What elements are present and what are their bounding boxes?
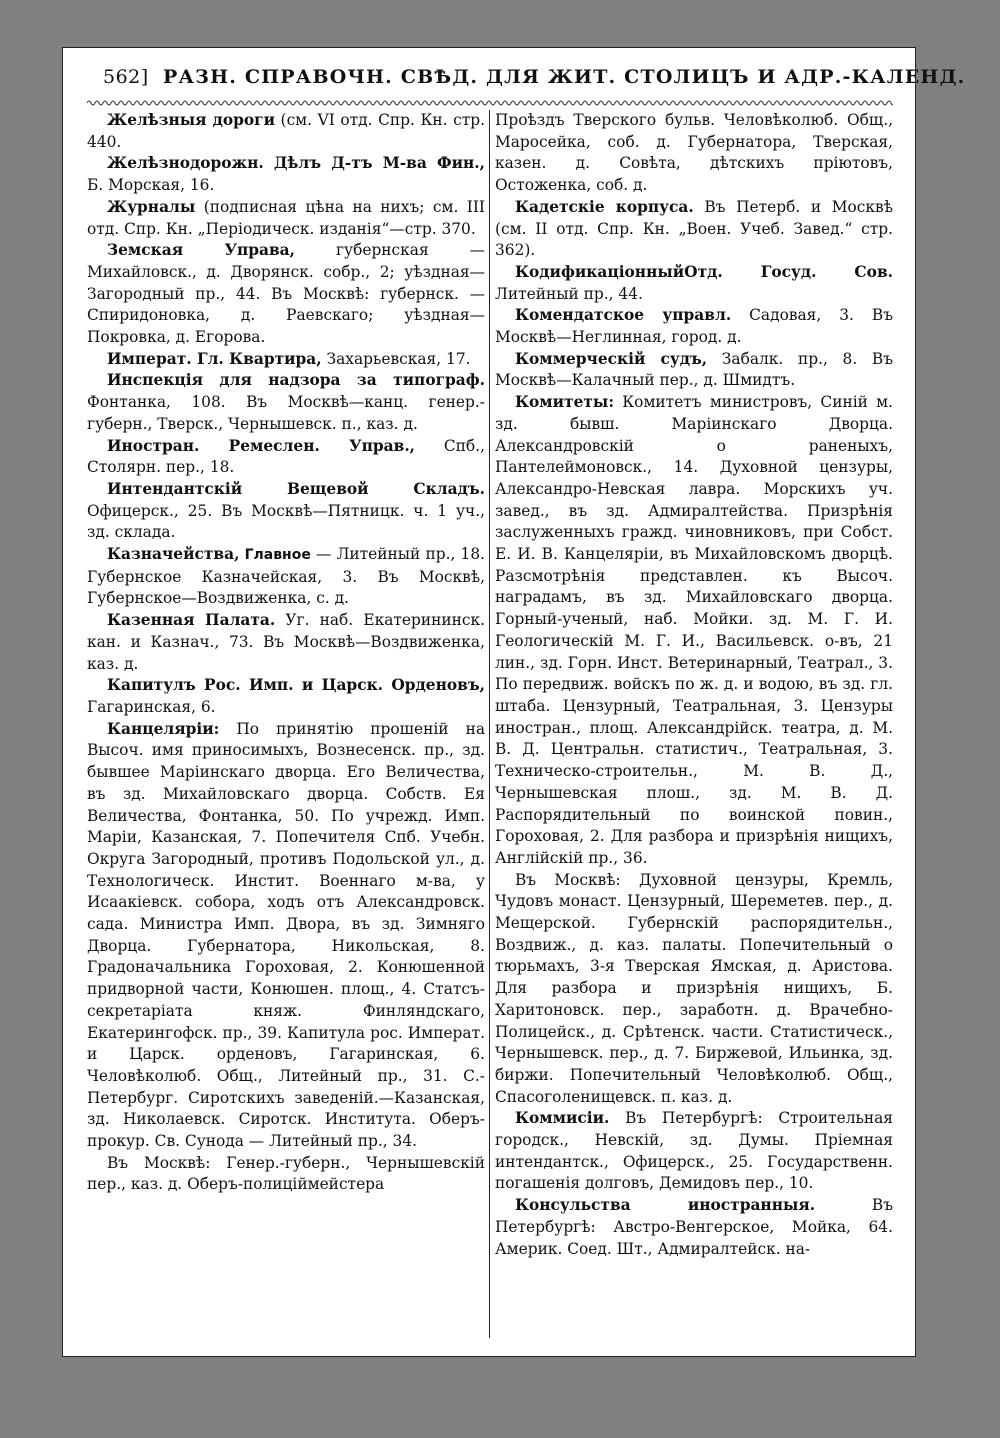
directory-entry — [87, 479, 485, 544]
left-column — [87, 110, 485, 1196]
entry-text: Гагаринская, 6. — [87, 697, 216, 716]
entry-heading: Консульства иностранныя. — [515, 1196, 816, 1215]
page-header — [63, 66, 966, 94]
directory-entry — [495, 349, 893, 392]
directory-entry — [87, 675, 485, 718]
directory-entry — [87, 1153, 485, 1196]
entry-text: Въ Петерб. и Москвѣ (см. II отд. Спр. Кн. „Воен. Учеб. Завед.“ стр. 362). — [495, 197, 893, 260]
entry-text: Въ Москвѣ: Генер.-губерн., Чернышевскій пер., каз. д. Оберъ-полицiймейстера — [87, 1153, 485, 1194]
column-divider — [489, 110, 490, 1338]
entry-text: Уг. наб. Екатерининск. кан. и Казнач., 73. Въ Москвѣ—Воздвиженка, каз. д. — [87, 611, 486, 673]
directory-entry — [87, 153, 485, 196]
directory-entry — [87, 544, 485, 610]
right-column — [495, 110, 893, 1260]
entry-heading: Императ. Гл. Квартира, — [107, 349, 322, 368]
entry-text: Офицерск., 25. Въ Москвѣ—Пятницк. ч. 1 уч., зд. склада. — [87, 501, 485, 542]
entry-text: губернская — Михайловск., д. Дворянск. собр., 2; уѣздная—Загородный пр., 44. Въ Москвѣ: губернск. — Спиридоновка, д. Раевскаго; уѣздная—Покровка, д. Егорова. — [87, 241, 486, 347]
directory-entry — [87, 197, 485, 240]
directory-entry — [87, 436, 485, 479]
entry-heading: Казенная Палата. — [107, 611, 276, 630]
entry-heading: Комендатское управл. — [515, 306, 732, 325]
entry-text: Въ Москвѣ: Духовной цензуры, Кремль, Чудовъ монаст. Цензурный, Шереметев. пер., д. Мещерской. Губернскій распорядительн., Воздвиж., д. каз. палаты. Попечительный о тюрьмахъ, 3-я Тверская Ямская, д. Аристова. Для разбора и призрѣнія нищихъ, Б. Харитоновск. пер., заработн. д. Врачебно-Полицейск., д. Срѣтенск. части. Статистическ., Чернышевск. пер., д. 7. Биржевой, Ильинка, зд. биржи. Попечительный Человѣколюб. Общ., Спасоголенищевск. п. каз. д. — [495, 870, 893, 1106]
directory-entry — [87, 349, 485, 371]
directory-entry — [495, 392, 893, 869]
wavy-rule — [87, 98, 893, 108]
entry-text: — Литейный пр., 18. Губернское Казначейская, 3. Въ Москвѣ, Губернское—Воздвиженка, с. д. — [87, 545, 485, 608]
entry-heading: Коммерческій судъ, — [515, 349, 708, 368]
directory-entry — [495, 1195, 893, 1260]
running-title: РАЗН. СПРАВОЧН. СВѢД. ДЛЯ ЖИТ. СТОЛИЦЪ И АДР.-КАЛЕНД. — [163, 66, 966, 88]
directory-entry — [495, 1108, 893, 1195]
entry-heading: Инспекція для надзора за типограф. — [107, 371, 485, 390]
entry-text: По принятію прошеній на Высоч. имя приносимыхъ, Вознесенск. пр., зд. бывшее Маріинскаго дворца. Его Величества, въ зд. Михайловскаго дворца. Собств. Ея Величества, Фонтанка, 50. По учрежд. Имп. Маріи, Казанская, 7. Попечителя Спб. Учебн. Округа Загородный, противъ Подольской ул., д. Технологическ. Инстит. Военнаго м-ва, у Исаакіевск. собора, ходъ отъ Александровск. сада. Министра Имп. Двора, въ зд. Зимняго Дворца. Губернатора, Никольская, 8. Градоначальника Гороховая, 2. Конюшенной придворной части, Конюшен. площ., 4. Статсъ-секретаріата княж. Финляндскаго, Екатерингофск. пр., 39. Капитула рос. Императ. и Царск. орденовъ, Гагаринская, 6. Человѣколюб. Общ., Литейный пр., 31. С.-Петербург. Сиротскихъ заведеній.—Казанская, зд. Николаевск. Сиротск. Института. Оберъ-прокур. Св. Сунода — Литейный пр., 34. — [87, 719, 485, 1151]
page — [62, 47, 966, 1357]
directory-entry — [87, 110, 485, 153]
entry-text: Захарьевская, 17. — [321, 349, 471, 368]
entry-text: Въ Петербургѣ: Австро-Венгерское, Мойка, 64. Америк. Соед. Шт., Адмиралтейск. на- — [495, 1196, 893, 1258]
entry-text: Литейный пр., 44. — [495, 284, 643, 303]
entry-heading: Казначейства, — [107, 545, 240, 564]
directory-entry — [87, 719, 485, 1153]
entry-text: Садовая, 3. Въ Москвѣ—Неглинная, город. д. — [495, 306, 893, 347]
entry-heading: Земская Управа, — [107, 241, 296, 260]
entry-heading: Интендантскій Вещевой Складъ. — [107, 479, 485, 498]
entry-text: Забалк. пр., 8. Въ Москвѣ—Калачный пер., д. Шмидтъ. — [495, 349, 893, 390]
directory-entry — [87, 240, 485, 349]
entry-text: (см. VI отд. Спр. Кн. стр. 440. — [87, 111, 485, 151]
entry-heading: КодификаціонныйОтд. Госуд. Сов. — [515, 262, 893, 281]
directory-entry — [87, 610, 485, 675]
entry-heading: Коммисіи. — [515, 1109, 610, 1128]
entry-heading: Желѣзнодорожн. Дѣлъ Д-тъ М-ва Фин., — [107, 154, 485, 173]
entry-text: Фонтанка, 108. Въ Москвѣ—канц. генер.-губерн., Тверск., Чернышевск. п., каз. д. — [87, 393, 485, 433]
entry-heading: Канцеляріи: — [107, 719, 220, 738]
entry-heading: Комитеты: — [515, 393, 615, 412]
directory-entry — [495, 197, 893, 262]
entry-heading: Желѣзныя дороги — [107, 111, 275, 129]
entry-text: (подписная цѣна на нихъ; см. III отд. Спр. Кн. „Періодическ. изданія“—стр. 370. — [87, 197, 485, 238]
entry-text: Б. Морская, 16. — [87, 176, 215, 195]
page-number: 562] — [103, 66, 149, 88]
entry-heading: Кадетскіе корпуса. — [515, 197, 694, 216]
entry-text: Спб., Столярн. пер., 18. — [87, 436, 485, 477]
entry-text: Въ Петербургѣ: Строительная городск., Невскій, зд. Думы. Пріемная интендантск., Офицерск., 25. Государственн. погашенія долговъ, Демидовъ пер., 10. — [495, 1109, 893, 1193]
directory-entry — [495, 110, 893, 197]
entry-heading: Иностран. Ремеслен. Управ., — [107, 436, 416, 455]
directory-entry — [495, 305, 893, 348]
directory-entry — [495, 870, 893, 1109]
entry-subheading: Главное — [239, 547, 311, 564]
entry-text: Комитетъ министровъ, Синій м. зд. бывш. Маріинскаго Дворца. Александровскій о раненыхъ, Пантелеймоновск., 14. Духовной цензуры, Александро-Невская лавра. Морскихъ уч. завед., въ зд. Адмиралтейства. Призрѣнія заслуженныхъ гражд. чиновниковъ, при Собст. Е. И. В. Канцеляріи, въ Михайловскомъ дворцѣ. Разсмотрѣнія представлен. къ Высоч. наградамъ, въ зд. Михайловскаго дворца. Горный-ученый, наб. Мойки. зд. М. Г. И. Геологическій М. Г. И., Васильевск. о-въ, 21 лин., зд. Горн. Инст. Ветеринарный, Театрал., 3. По передвиж. войскъ по ж. д. и водою, въ зд. гл. штаба. Цензурный, Театральная, 3. Цензуры иностран., площ. Александрійск. театра, д. М. В. Д. Центральн. статистич., Театральная, 3. Техническо-строительн., М. В. Д., Чернышевская плош., зд. М. В. Д. Распорядительный по воинской повин., Гороховая, 2. Для разбора и призрѣнія нищихъ, Англійскій пр., 36. — [495, 393, 893, 867]
entry-heading: Журналы — [107, 197, 196, 216]
entry-heading: Капитулъ Рос. Имп. и Царск. Орденовъ, — [107, 676, 485, 695]
directory-entry — [495, 262, 893, 305]
directory-entry — [87, 370, 485, 435]
entry-text: Проѣздъ Тверского бульв. Человѣколюб. Общ., Маросейка, соб. д. Губернатора, Тверская, казен. д. Совѣта, дѣтскихъ пріютовъ, Остоженка, соб. д. — [495, 111, 893, 195]
